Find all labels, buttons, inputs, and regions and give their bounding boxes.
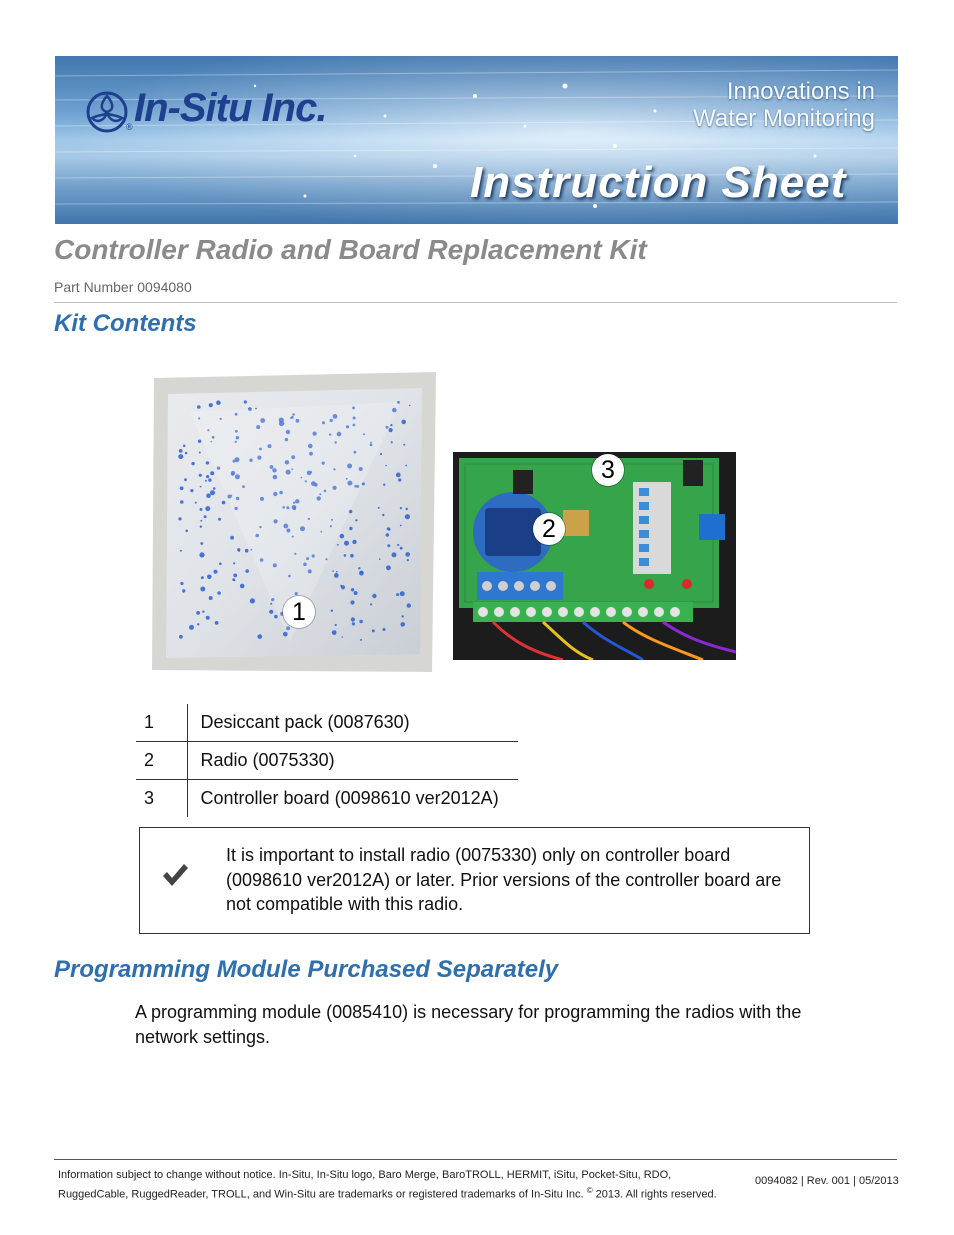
footer-divider — [54, 1159, 897, 1160]
item-description: Controller board (0098610 ver2012A) — [187, 780, 518, 818]
programming-module-text: A programming module (0085410) is necessary for programming the radios with the network settings. — [135, 1002, 802, 1047]
kit-contents-table — [136, 704, 518, 817]
tagline-line-2: Water Monitoring — [693, 105, 875, 132]
tagline-line-1: Innovations in — [726, 78, 875, 105]
programming-module-heading: Programming Module Purchased Separately — [54, 956, 559, 983]
item-description: Desiccant pack (0087630) — [200, 712, 410, 732]
checkmark-icon — [161, 862, 189, 888]
item-description: Radio (0075330) — [187, 742, 518, 780]
table-row — [136, 704, 518, 742]
compatibility-note: It is important to install radio (0075330) only on controller board (0098610 ver2012A) or later. Prior versions of the controller board are not compatible with this radio. — [226, 845, 782, 914]
controller-board-photo — [453, 452, 736, 660]
kit-contents-heading: Kit Contents — [54, 310, 197, 337]
footer-legal — [58, 1168, 738, 1203]
company-logo-text: In-Situ Inc. — [134, 86, 327, 130]
document-title: Controller Radio and Board Replacement Kit — [54, 234, 647, 265]
registered-mark: ® — [126, 122, 133, 132]
callout-2: 2 — [533, 513, 565, 545]
part-number: Part Number 0094080 — [54, 279, 192, 295]
copyright-symbol: © — [586, 1186, 593, 1195]
item-number: 2 — [136, 742, 187, 780]
callout-1: 1 — [283, 596, 315, 628]
title-divider — [54, 302, 897, 303]
callout-3: 3 — [592, 454, 624, 486]
item-number: 3 — [136, 780, 187, 818]
instruction-sheet-title: Instruction Sheet — [470, 158, 847, 207]
desiccant-pack-photo — [150, 372, 440, 674]
item-number: 1 — [136, 704, 187, 742]
table-row — [136, 780, 518, 818]
footer-legal-line-2-end: 2013. All rights reserved. — [592, 1188, 717, 1201]
footer-legal-line-2: RuggedCable, RuggedReader, TROLL, and Win-Situ are trademarks or registered trademarks of In-Situ Inc. — [58, 1188, 584, 1201]
table-row — [136, 742, 518, 780]
document-revision: 0094082 | Rev. 001 | 05/2013 — [755, 1175, 899, 1187]
footer-legal-line-1: Information subject to change without notice. In-Situ, In-Situ logo, Baro Merge, BaroTROLL, HERMIT, iSitu, Pocket-Situ, RDO, — [58, 1169, 672, 1181]
